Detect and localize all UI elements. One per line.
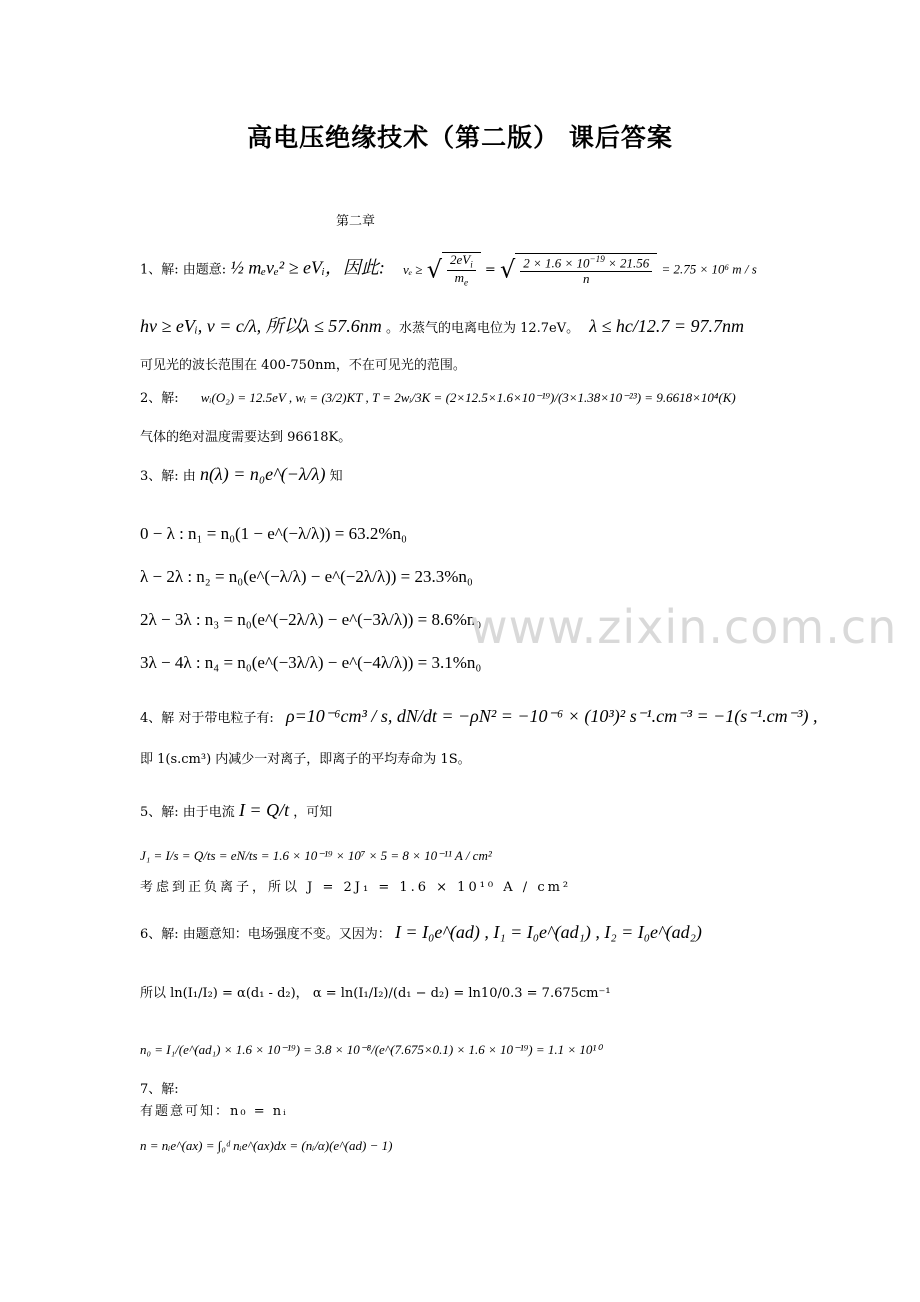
q1-line2	[140, 316, 744, 338]
q1-line3: 可见光的波长范围在 400-750nm，不在可见光的范围。	[140, 358, 466, 373]
q3-tail: 知	[329, 469, 343, 484]
q5-line1	[140, 800, 332, 822]
q7-line2: 有题意可知：n₀ = nᵢ	[140, 1104, 288, 1119]
q1-eq1-result: = 2.75 × 10⁶ m / s	[661, 261, 757, 277]
q2-label: 2、解:	[140, 391, 179, 406]
q2-result: 气体的绝对温度需要达到 96618K。	[140, 430, 352, 445]
q1-eq1-left: vₑ ≥	[402, 261, 423, 277]
q1-line2-b: 。水蒸气的电离电位为 12.7eV。	[385, 321, 580, 336]
q3-row-2: λ − 2λ : n₂ = n₀(e^(−λ/λ) − e^(−2λ/λ)) = 23.3%n₀	[140, 567, 473, 586]
q4-label: 4、解 对于带电粒子有:	[140, 711, 274, 726]
q6-line3: n₀ = I₁/(e^(ad₁) × 1.6 × 10⁻¹⁹) = 3.8 × 10⁻⁸/(e^(7.675×0.1) × 1.6 × 10⁻¹⁹) = 1.1 × 10¹⁰	[140, 1042, 602, 1057]
q3-row-3: 2λ − 3λ : n₃ = n₀(e^(−2λ/λ) − e^(−3λ/λ)) = 8.6%n₀	[140, 610, 482, 629]
q4-equation: ρ=10⁻⁶cm³ / s, dN/dt = −ρN² = −10⁻⁶ × (10³)² s⁻¹.cm⁻³ = −1(s⁻¹.cm⁻³) ,	[285, 706, 818, 726]
q1-line2-c: λ ≤ hc/12.7 = 97.7nm	[589, 316, 745, 336]
q1-sqrt-a: $\frac{2eV_i}{m_e}$	[442, 252, 481, 288]
q5-given: I = Q/t	[238, 800, 290, 820]
q6-label: 6、解: 由题意知：电场强度不变。又因为：	[140, 927, 391, 942]
q1-line2-a: hv ≥ eVᵢ, v = c/λ, 所以λ ≤ 57.6nm	[140, 316, 382, 336]
q3-line1	[140, 464, 343, 486]
q3-label: 3、解: 由	[140, 469, 196, 484]
q3-row-4: 3λ − 4λ : n₄ = n₀(e^(−3λ/λ) − e^(−4λ/λ)) = 3.1%n₀	[140, 653, 482, 672]
sqrt-icon: √	[499, 255, 516, 284]
q5-line3: 考虑到正负离子，所以 J = 2J₁ = 1.6 × 10¹⁰ A / cm²	[140, 880, 572, 895]
sqrt-icon: √	[426, 255, 442, 284]
q5-equation: J₁ = I/s = Q/ts = eN/ts = 1.6 × 10⁻¹⁹ × 10⁷ × 5 = 8 × 10⁻¹¹ A / cm²	[140, 848, 492, 863]
chapter-heading: 第二章	[336, 214, 376, 229]
q4-line1	[140, 706, 818, 728]
q5-tail: ，可知	[293, 805, 333, 820]
q7-label: 7、解:	[140, 1082, 179, 1097]
q3-given: n(λ) = n₀e^(−λ/λ)	[199, 464, 326, 484]
q6-line2: 所以 ln(I₁/I₂) = α(d₁ - d₂)， α = ln(I₁/I₂)/(d₁ − d₂) = ln10/0.3 = 7.675cm⁻¹	[140, 986, 611, 1001]
q5-label: 5、解: 由于电流	[140, 805, 235, 820]
watermark: www.zixin.com.cn	[470, 600, 898, 654]
q1-line1: 1、解: 由题意: ½ mₑvₑ² ≥ eVᵢ，因此: vₑ ≥ √ $\frac{2eV_i}{m_e}$ = √ $\frac{2 \times 1.6 \times 10^{-19} \times 21.56}{n}$ = 2.75 × 10⁶ m / s	[140, 252, 757, 288]
page-title: 高电压绝缘技术（第二版） 课后答案	[247, 123, 673, 152]
q1-sqrt-b: $\frac{2 \times 1.6 \times 10^{-19} \times 21.56}{n}$	[515, 253, 657, 287]
q2-equation: wᵢ(O₂) = 12.5eV , wᵢ = (3/2)KT , T = 2wᵢ/3K = (2×12.5×1.6×10⁻¹⁹)/(3×1.38×10⁻²³) = 9.6618×10⁴(K)	[200, 390, 736, 405]
q7-line3: n = nᵢe^(ax) = ∫₀ᵈ nᵢe^(ax)dx = (nᵢ/α)(e^(ad) − 1)	[140, 1138, 393, 1153]
q6-equation: I = I₀e^(ad) , I₁ = I₀e^(ad₁) , I₂ = I₀e^(ad₂)	[394, 922, 702, 942]
q4-line2: 即 1(s.cm³) 内减少一对离子，即离子的平均寿命为 1S。	[140, 752, 471, 767]
q1-condition: ½ mₑvₑ² ≥ eVᵢ，因此:	[230, 257, 385, 278]
q1-label: 1、解: 由题意:	[140, 262, 227, 278]
q6-line1	[140, 922, 702, 944]
q2-line1	[140, 390, 736, 407]
q3-row-1: 0 − λ : n₁ = n₀(1 − e^(−λ/λ)) = 63.2%n₀	[140, 524, 407, 543]
